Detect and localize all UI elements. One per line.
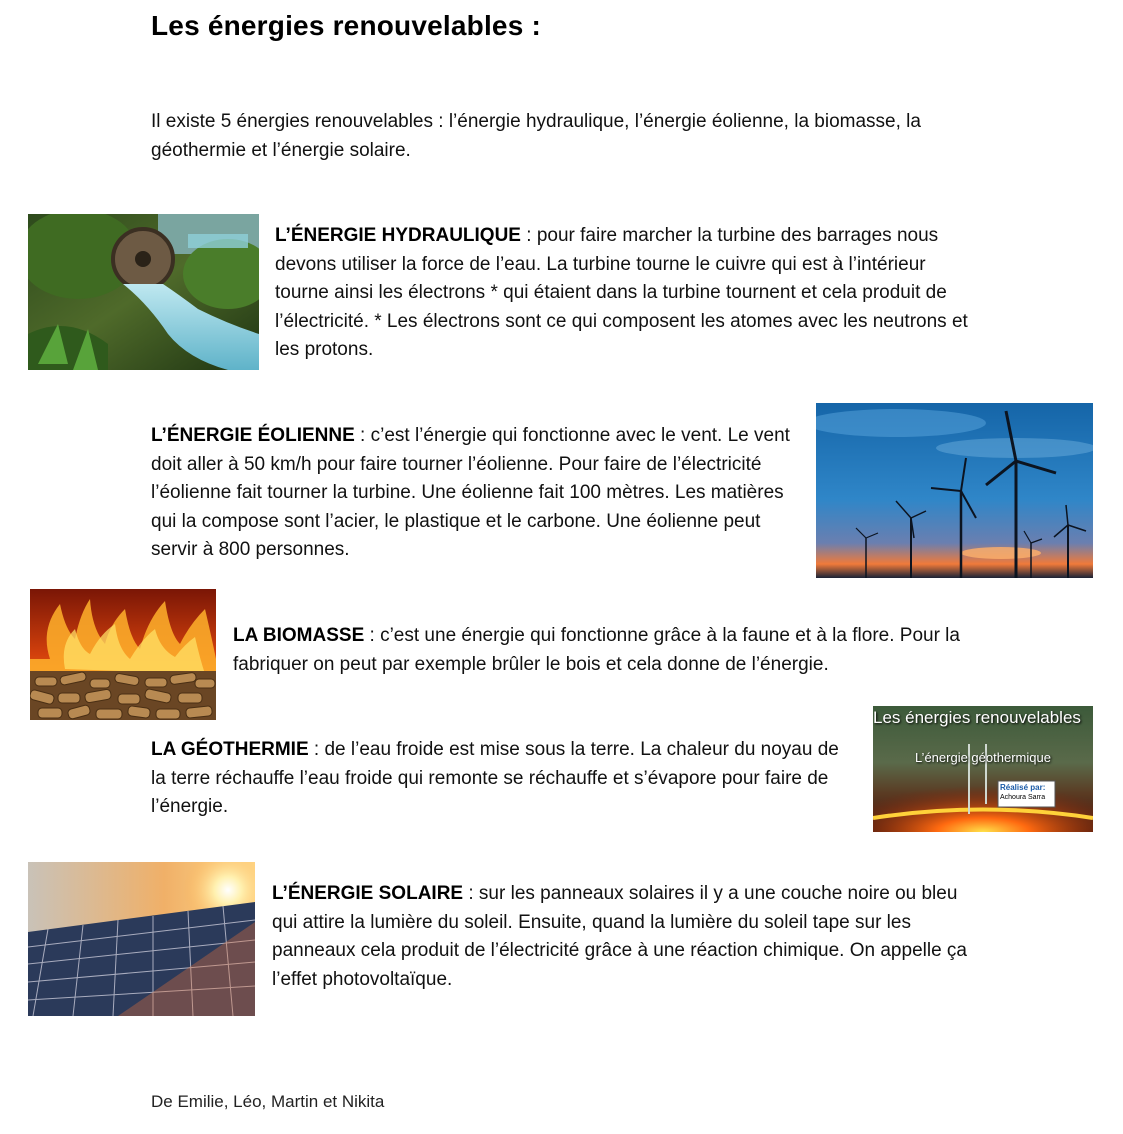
- section-body: : c’est une énergie qui fonctionne grâce à la faune et à la flore. Pour la fabriquer on peut par exemple brûler le bois et cela donne de l’énergie.: [233, 625, 960, 675]
- intro-paragraph: Il existe 5 énergies renouvelables : l’énergie hydraulique, l’énergie éolienne, la biomasse, la géothermie et l’énergie solaire.: [151, 111, 921, 161]
- solar-panels-photo: [28, 862, 255, 1016]
- biomass-fire-photo: [30, 589, 216, 720]
- section-heading: L’ÉNERGIE HYDRAULIQUE: [275, 225, 521, 246]
- section-heading: LA GÉOTHERMIE: [151, 739, 309, 760]
- section-geothermal: [151, 736, 856, 822]
- authors-footer: De Emilie, Léo, Martin et Nikita: [151, 1092, 385, 1111]
- section-body: : pour faire marcher la turbine des barrages nous devons utiliser la force de l’eau. La turbine tourne le cuivre qui est à l’intérieur tourne ainsi les électrons * qui étaient dans la turbine tournent et cela produit de l’électricité. * Les électrons sont ce qui composent les atomes avec les neutrons et les protons.: [275, 225, 968, 361]
- wind-turbines-photo: [816, 403, 1093, 578]
- section-heading: L’ÉNERGIE SOLAIRE: [272, 883, 464, 904]
- section-biomass: [233, 622, 973, 679]
- section-body: : c’est l’énergie qui fonctionne avec le vent. Le vent doit aller à 50 km/h pour faire tourner l’éolienne. Pour faire de l’électricité l’éolienne fait tourner la turbine. Une éolienne fait 100 mètres. Les matières qui la compose sont l’acier, le plastique et le carbone. Une éolienne peut servir à 800 personnes.: [151, 425, 790, 561]
- section-body: : sur les panneaux solaires il y a une couche noire ou bleu qui attire la lumière du soleil. Ensuite, quand la lumière du soleil tape sur les panneaux cela produit de l’électricité grâce à une réaction chimique. On appelle ça l’effet photovoltaïque.: [272, 883, 967, 990]
- section-wind: [151, 422, 806, 565]
- section-heading: LA BIOMASSE: [233, 625, 365, 646]
- hydraulic-photo: [28, 214, 259, 370]
- page-title: Les énergies renouvelables :: [151, 10, 541, 41]
- section-solar: [272, 880, 972, 994]
- section-heading: L’ÉNERGIE ÉOLIENNE: [151, 425, 355, 446]
- geothermal-thumbnail: [873, 706, 1093, 832]
- section-body: : de l’eau froide est mise sous la terre. La chaleur du noyau de la terre réchauffe l’eau froide qui remonte se réchauffe et s’évapore pour faire de l’énergie.: [151, 739, 839, 818]
- thumbnail-credit-label: Réalisé par:: [1000, 783, 1046, 792]
- thumbnail-title: Les énergies renouvelables: [873, 708, 1081, 727]
- thumbnail-subtitle: L’énergie géothermique: [915, 750, 1051, 765]
- thumbnail-credit-name: Achoura Sarra: [1000, 794, 1046, 801]
- section-hydraulic: [275, 222, 975, 365]
